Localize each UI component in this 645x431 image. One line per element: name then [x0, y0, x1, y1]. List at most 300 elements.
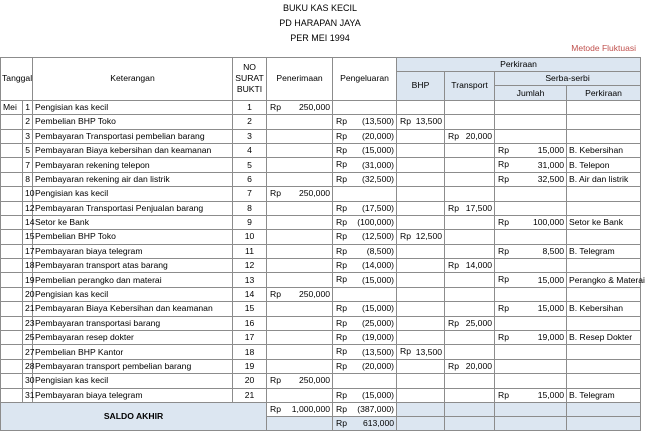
cell-transport[interactable]	[445, 273, 495, 287]
header-bhp[interactable]: BHP	[397, 72, 445, 101]
cell-tanggal[interactable]: 21	[23, 302, 33, 316]
cell-tanggal[interactable]: 17	[23, 244, 33, 258]
cell-bhp[interactable]	[397, 331, 445, 345]
cell-transport[interactable]	[445, 143, 495, 157]
header-keterangan[interactable]: Keterangan	[33, 58, 233, 101]
cell-tanggal[interactable]: 20	[23, 287, 33, 301]
cell-transport[interactable]	[445, 244, 495, 258]
header-transport[interactable]: Transport	[445, 72, 495, 101]
cell-perkiraan[interactable]	[567, 316, 641, 330]
cell-bhp[interactable]	[397, 230, 445, 244]
cell-keterangan[interactable]: Pembayaran Biaya Kebersihan dan keamanan	[33, 302, 233, 316]
cell-bulan[interactable]	[1, 201, 23, 215]
cell-no-bukti[interactable]: 16	[233, 316, 267, 330]
currency-symbol: Rp	[400, 346, 412, 357]
cell-penerimaan[interactable]	[267, 345, 333, 359]
currency-symbol: Rp	[498, 245, 510, 256]
cell-penerimaan[interactable]	[267, 316, 333, 330]
cell-transport[interactable]	[445, 345, 495, 359]
cell-keterangan[interactable]: Pembayaran rekening telepon	[33, 158, 233, 172]
cell-bhp[interactable]	[397, 345, 445, 359]
currency-symbol: Rp	[270, 188, 282, 199]
table-row	[1, 359, 641, 373]
table-row	[1, 215, 641, 229]
currency-symbol: Rp	[336, 317, 348, 328]
currency-symbol: Rp	[498, 216, 510, 227]
cell-transport[interactable]	[445, 388, 495, 402]
cell-jumlah[interactable]	[495, 374, 567, 388]
cell-transport[interactable]	[445, 359, 495, 373]
cell-pengeluaran[interactable]	[333, 388, 397, 402]
saldo-row	[1, 402, 641, 416]
cell-jumlah[interactable]	[495, 259, 567, 273]
cell-penerimaan[interactable]	[267, 158, 333, 172]
currency-symbol: Rp	[336, 360, 348, 371]
cell-bulan[interactable]	[1, 158, 23, 172]
cell-perkiraan[interactable]: Setor ke Bank	[567, 215, 641, 229]
cell-jumlah-value: 8,500	[542, 245, 565, 256]
cell-bulan[interactable]	[1, 273, 23, 287]
currency-symbol: Rp	[336, 116, 348, 127]
cell-pengeluaran[interactable]	[333, 100, 397, 114]
cell-bulan[interactable]	[1, 143, 23, 157]
table-row	[1, 388, 641, 402]
cell-bhp[interactable]	[397, 316, 445, 330]
cell-tanggal[interactable]: 25	[23, 331, 33, 345]
currency-symbol: Rp	[498, 303, 510, 314]
cell-tanggal[interactable]: 3	[23, 129, 33, 143]
cell-perkiraan[interactable]	[567, 187, 641, 201]
table-row	[1, 187, 641, 201]
cell-bhp[interactable]	[397, 187, 445, 201]
total-pengeluaran-cell[interactable]: Rp (387,000)	[333, 402, 397, 416]
cell-bhp[interactable]	[397, 129, 445, 143]
cell-pengeluaran[interactable]	[333, 259, 397, 273]
saldo-label[interactable]: SALDO AKHIR	[1, 402, 267, 430]
cell-bulan[interactable]: Mei	[1, 100, 23, 114]
currency-symbol: Rp	[336, 159, 348, 170]
cell-penerimaan[interactable]	[267, 287, 333, 301]
currency-symbol: Rp	[498, 144, 510, 155]
cell-transport[interactable]	[445, 215, 495, 229]
cell-perkiraan[interactable]	[567, 374, 641, 388]
cell-bhp[interactable]	[397, 287, 445, 301]
cell-jumlah[interactable]	[495, 100, 567, 114]
cell-keterangan[interactable]: Pembelian BHP Toko	[33, 230, 233, 244]
cell-pengeluaran[interactable]	[333, 374, 397, 388]
table-row	[1, 244, 641, 258]
header-perkiraan-sub[interactable]: Perkiraan	[567, 86, 641, 100]
cell-tanggal[interactable]: 23	[23, 316, 33, 330]
table-row	[1, 273, 641, 287]
cell-no-bukti[interactable]: 20	[233, 374, 267, 388]
cell-bhp[interactable]	[397, 388, 445, 402]
cell-pengeluaran[interactable]	[333, 331, 397, 345]
petty-cash-table	[0, 57, 645, 431]
cell-keterangan[interactable]: Pembayaran Transportasi pembelian barang	[33, 129, 233, 143]
currency-symbol: Rp	[336, 303, 348, 314]
cell-jumlah[interactable]	[495, 215, 567, 229]
cell-jumlah[interactable]	[495, 187, 567, 201]
cell-no-bukti[interactable]: 11	[233, 244, 267, 258]
cell-transport[interactable]	[445, 158, 495, 172]
cell-jumlah-value: 15,000	[537, 389, 565, 400]
cell-bhp[interactable]	[397, 115, 445, 129]
cell-bulan[interactable]	[1, 388, 23, 402]
total-penerimaan-cell[interactable]: Rp 1,000,000	[267, 402, 333, 416]
cell-bhp[interactable]	[397, 244, 445, 258]
table-row	[1, 287, 641, 301]
cell-tanggal[interactable]: 30	[23, 374, 33, 388]
cell-tanggal[interactable]: 14	[23, 215, 33, 229]
currency-symbol: Rp	[448, 202, 460, 213]
currency-symbol: Rp	[498, 389, 510, 400]
cell-penerimaan[interactable]	[267, 359, 333, 373]
cell-keterangan[interactable]: Pembayaran transportasi barang	[33, 316, 233, 330]
cell-pengeluaran[interactable]	[333, 302, 397, 316]
cell-bulan[interactable]	[1, 259, 23, 273]
cell-jumlah-value: 31,000	[537, 159, 565, 170]
cell-perkiraan[interactable]: B. Kebersihan	[567, 143, 641, 157]
cell-bhp-value: 13,500	[415, 116, 443, 127]
cell-transport[interactable]	[445, 187, 495, 201]
cell-transport-value: 20,000	[465, 130, 493, 141]
table-row	[1, 129, 641, 143]
cell-no-bukti[interactable]: 17	[233, 331, 267, 345]
total-penerimaan: 1,000,000	[291, 403, 331, 414]
cell-bulan[interactable]	[1, 187, 23, 201]
cell-transport[interactable]	[445, 287, 495, 301]
cell-perkiraan[interactable]	[567, 100, 641, 114]
cell-no-bukti[interactable]: 2	[233, 115, 267, 129]
cell-penerimaan[interactable]	[267, 273, 333, 287]
cell-tanggal[interactable]: 27	[23, 345, 33, 359]
cell-no-bukti[interactable]: 5	[233, 158, 267, 172]
cell-no-bukti[interactable]: 4	[233, 143, 267, 157]
cell-pengeluaran[interactable]	[333, 187, 397, 201]
cell-perkiraan[interactable]: B. Telepon	[567, 158, 641, 172]
report-period: PER MEI 1994	[290, 33, 350, 43]
currency-symbol: Rp	[336, 130, 348, 141]
cell-transport[interactable]	[445, 331, 495, 345]
cell-jumlah[interactable]	[495, 115, 567, 129]
cell-pengeluaran-value: (15,000)	[362, 145, 395, 156]
cell-pengeluaran[interactable]	[333, 172, 397, 186]
cell-bhp[interactable]	[397, 158, 445, 172]
cell-perkiraan[interactable]: B. Air dan listrik	[567, 172, 641, 186]
cell-no-bukti[interactable]: 15	[233, 302, 267, 316]
report-title: BUKU KAS KECIL	[282, 3, 358, 13]
cell-jumlah[interactable]	[495, 345, 567, 359]
cell-perkiraan[interactable]	[567, 359, 641, 373]
cell-pengeluaran-value: (20,000)	[362, 130, 395, 141]
cell-bulan[interactable]	[1, 230, 23, 244]
cell-transport[interactable]	[445, 115, 495, 129]
header-serba-serbi[interactable]: Serba-serbi	[495, 72, 641, 86]
cell-pengeluaran-value: (15,000)	[362, 303, 395, 314]
cell-bulan[interactable]	[1, 215, 23, 229]
cell-keterangan[interactable]: Pembayaran biaya telegram	[33, 388, 233, 402]
cell-penerimaan-value: 250,000	[298, 375, 331, 386]
cell-pengeluaran-value: (17,500)	[362, 202, 395, 213]
table-row	[1, 100, 641, 114]
cell-perkiraan[interactable]	[567, 345, 641, 359]
cell-tanggal[interactable]: 18	[23, 259, 33, 273]
cell-pengeluaran[interactable]	[333, 244, 397, 258]
cell-no-bukti[interactable]: 12	[233, 259, 267, 273]
cell-keterangan[interactable]: Pembayaran Transportasi Penjualan barang	[33, 201, 233, 215]
cell-pengeluaran[interactable]	[333, 201, 397, 215]
cell-keterangan[interactable]: Pembayaran biaya telegram	[33, 244, 233, 258]
cell-pengeluaran-value: (14,000)	[362, 260, 395, 271]
cell-penerimaan[interactable]	[267, 187, 333, 201]
cell-jumlah[interactable]	[495, 201, 567, 215]
cell-transport[interactable]	[445, 100, 495, 114]
cell-jumlah[interactable]	[495, 331, 567, 345]
cell-tanggal[interactable]: 15	[23, 230, 33, 244]
cell-keterangan[interactable]: Pembelian BHP Kantor	[33, 345, 233, 359]
cell-pengeluaran-value: (13,500)	[362, 346, 395, 357]
table-row	[1, 302, 641, 316]
currency-symbol: Rp	[336, 231, 348, 242]
cell-penerimaan[interactable]	[267, 201, 333, 215]
cell-perkiraan[interactable]	[567, 259, 641, 273]
header-penerimaan[interactable]: Penerimaan	[267, 58, 333, 101]
cell-jumlah[interactable]	[495, 143, 567, 157]
cell-tanggal[interactable]: 8	[23, 172, 33, 186]
cell-penerimaan[interactable]	[267, 331, 333, 345]
header-tanggal[interactable]: Tanggal	[1, 58, 33, 101]
header-jumlah[interactable]: Jumlah	[495, 86, 567, 100]
cell-jumlah-value: 15,000	[537, 303, 565, 314]
cell-transport[interactable]	[445, 259, 495, 273]
cell-transport-value: 25,000	[465, 317, 493, 328]
cell-perkiraan[interactable]	[567, 287, 641, 301]
cell-bhp[interactable]	[397, 359, 445, 373]
cell-transport[interactable]	[445, 374, 495, 388]
cell-pengeluaran-value: (15,000)	[362, 389, 395, 400]
cell-bulan[interactable]	[1, 374, 23, 388]
cell-bulan[interactable]	[1, 129, 23, 143]
cell-tanggal[interactable]: 12	[23, 201, 33, 215]
cell-perkiraan[interactable]: Perangko & Materai	[567, 273, 641, 287]
currency-symbol: Rp	[400, 231, 412, 242]
cell-keterangan[interactable]: Pengisian kas kecil	[33, 374, 233, 388]
cell-tanggal[interactable]: 5	[23, 143, 33, 157]
cell-keterangan[interactable]: Pengisian kas kecil	[33, 287, 233, 301]
table-row	[1, 331, 641, 345]
cell-bhp[interactable]	[397, 100, 445, 114]
cell-no-bukti[interactable]: 3	[233, 129, 267, 143]
cell-bhp[interactable]	[397, 273, 445, 287]
cell-perkiraan[interactable]	[567, 201, 641, 215]
cell-bulan[interactable]	[1, 345, 23, 359]
cell-pengeluaran[interactable]	[333, 316, 397, 330]
cell-jumlah[interactable]	[495, 172, 567, 186]
cell-perkiraan[interactable]: B. Telegram	[567, 388, 641, 402]
cell-bhp[interactable]	[397, 143, 445, 157]
cell-jumlah[interactable]	[495, 244, 567, 258]
cell-bhp-value: 12,500	[415, 231, 443, 242]
cell-keterangan[interactable]: Pembelian perangko dan materai	[33, 273, 233, 287]
header-no-bukti[interactable]: NO SURAT BUKTI	[233, 58, 267, 101]
cell-tanggal[interactable]: 19	[23, 273, 33, 287]
currency-symbol: Rp	[448, 130, 460, 141]
cell-keterangan[interactable]: Pembayaran transport atas barang	[33, 259, 233, 273]
company-name: PD HARAPAN JAYA	[279, 18, 361, 28]
currency-symbol: Rp	[336, 216, 348, 227]
cell-pengeluaran[interactable]	[333, 143, 397, 157]
cell-tanggal[interactable]: 7	[23, 158, 33, 172]
cell-pengeluaran[interactable]	[333, 115, 397, 129]
cell-bulan[interactable]	[1, 172, 23, 186]
cell-penerimaan[interactable]	[267, 302, 333, 316]
cell-keterangan[interactable]: Pengisian kas kecil	[33, 100, 233, 114]
currency-symbol: Rp	[336, 202, 348, 213]
cell-no-bukti[interactable]: 21	[233, 388, 267, 402]
cell-jumlah[interactable]	[495, 230, 567, 244]
cell-no-bukti[interactable]: 14	[233, 287, 267, 301]
cell-bhp-value: 13,500	[415, 346, 443, 357]
cell-bulan[interactable]	[1, 244, 23, 258]
cell-perkiraan[interactable]	[567, 129, 641, 143]
cell-transport[interactable]	[445, 230, 495, 244]
cell-jumlah[interactable]	[495, 287, 567, 301]
cell-keterangan[interactable]: Pembelian BHP Toko	[33, 115, 233, 129]
cell-bulan[interactable]	[1, 302, 23, 316]
cell-bulan[interactable]	[1, 359, 23, 373]
currency-symbol: Rp	[270, 288, 282, 299]
cell-jumlah[interactable]	[495, 129, 567, 143]
cell-jumlah[interactable]	[495, 273, 567, 287]
total-pengeluaran: (387,000)	[357, 403, 395, 414]
cell-pengeluaran[interactable]	[333, 230, 397, 244]
cell-pengeluaran[interactable]	[333, 215, 397, 229]
cell-jumlah-value: 19,000	[537, 332, 565, 343]
cell-keterangan[interactable]: Setor ke Bank	[33, 215, 233, 229]
currency-symbol: Rp	[336, 173, 348, 184]
cell-penerimaan[interactable]	[267, 215, 333, 229]
cell-no-bukti[interactable]: 1	[233, 100, 267, 114]
cell-no-bukti[interactable]: 9	[233, 215, 267, 229]
cell-penerimaan[interactable]	[267, 230, 333, 244]
cell-penerimaan[interactable]	[267, 244, 333, 258]
cell-transport-value: 14,000	[465, 260, 493, 271]
cell-no-bukti[interactable]: 18	[233, 345, 267, 359]
cell-tanggal[interactable]: 2	[23, 115, 33, 129]
table-row	[1, 374, 641, 388]
cell-bhp[interactable]	[397, 374, 445, 388]
cell-no-bukti[interactable]: 10	[233, 230, 267, 244]
cell-pengeluaran-value: (32,500)	[362, 173, 395, 184]
cell-pengeluaran[interactable]	[333, 345, 397, 359]
cell-penerimaan[interactable]	[267, 259, 333, 273]
cell-bulan[interactable]	[1, 331, 23, 345]
cell-jumlah[interactable]	[495, 388, 567, 402]
cell-penerimaan[interactable]	[267, 115, 333, 129]
cell-pengeluaran[interactable]	[333, 359, 397, 373]
cell-penerimaan[interactable]	[267, 143, 333, 157]
currency-symbol: Rp	[336, 144, 348, 155]
cell-keterangan[interactable]: Pembayaran transport pembelian barang	[33, 359, 233, 373]
cell-jumlah[interactable]	[495, 316, 567, 330]
cell-jumlah[interactable]	[495, 359, 567, 373]
cell-tanggal[interactable]: 31	[23, 388, 33, 402]
cell-penerimaan[interactable]	[267, 388, 333, 402]
cell-bhp[interactable]	[397, 302, 445, 316]
cell-transport[interactable]	[445, 302, 495, 316]
saldo-akhir-cell[interactable]: Rp 613,000	[333, 416, 397, 430]
cell-perkiraan[interactable]: B. Telegram	[567, 244, 641, 258]
table-row	[1, 230, 641, 244]
table-body	[1, 100, 645, 402]
cell-jumlah[interactable]	[495, 158, 567, 172]
cell-no-bukti[interactable]: 7	[233, 187, 267, 201]
cell-bhp[interactable]	[397, 215, 445, 229]
cell-bhp[interactable]	[397, 172, 445, 186]
cell-perkiraan[interactable]	[567, 115, 641, 129]
cell-pengeluaran[interactable]	[333, 129, 397, 143]
currency-symbol: Rp	[498, 173, 510, 184]
cell-transport[interactable]	[445, 129, 495, 143]
cell-transport[interactable]	[445, 201, 495, 215]
currency-symbol: Rp	[336, 260, 348, 271]
currency-symbol: Rp	[448, 360, 460, 371]
header-pengeluaran[interactable]: Pengeluaran	[333, 58, 397, 101]
cell-bulan[interactable]	[1, 287, 23, 301]
cell-tanggal[interactable]: 10	[23, 187, 33, 201]
cell-no-bukti[interactable]: 19	[233, 359, 267, 373]
cell-no-bukti[interactable]: 13	[233, 273, 267, 287]
cell-keterangan[interactable]: Pembayaran resep dokter	[33, 331, 233, 345]
table-row	[1, 115, 641, 129]
cell-bulan[interactable]	[1, 316, 23, 330]
cell-penerimaan[interactable]	[267, 100, 333, 114]
cell-bulan[interactable]	[1, 115, 23, 129]
cell-perkiraan[interactable]: B. Kebersihan	[567, 302, 641, 316]
cell-bhp[interactable]	[397, 259, 445, 273]
cell-pengeluaran-value: (20,000)	[362, 361, 395, 371]
cell-bhp[interactable]	[397, 201, 445, 215]
cell-perkiraan[interactable]: B. Resep Dokter	[567, 331, 641, 345]
cell-keterangan[interactable]: Pengisian kas kecil	[33, 187, 233, 201]
cell-penerimaan-value: 250,000	[298, 188, 331, 199]
cell-penerimaan[interactable]	[267, 374, 333, 388]
cell-transport[interactable]	[445, 172, 495, 186]
cell-jumlah-value: 15,000	[537, 145, 565, 156]
cell-pengeluaran[interactable]	[333, 158, 397, 172]
cell-no-bukti[interactable]: 6	[233, 172, 267, 186]
cell-transport[interactable]	[445, 316, 495, 330]
cell-pengeluaran-value: (15,000)	[362, 274, 395, 285]
cell-no-bukti[interactable]: 8	[233, 201, 267, 215]
cell-jumlah-value: 15,000	[537, 274, 565, 285]
cell-pengeluaran-value: (13,500)	[362, 116, 395, 127]
cell-pengeluaran[interactable]	[333, 273, 397, 287]
cell-keterangan[interactable]: Pembayaran rekening air dan listrik	[33, 172, 233, 186]
cell-penerimaan[interactable]	[267, 172, 333, 186]
cell-pengeluaran[interactable]	[333, 287, 397, 301]
cell-penerimaan[interactable]	[267, 129, 333, 143]
header-perkiraan[interactable]: Perkiraan	[397, 58, 641, 72]
cell-keterangan[interactable]: Pembayaran Biaya kebersihan dan keamanan	[33, 143, 233, 157]
cell-jumlah[interactable]	[495, 302, 567, 316]
cell-tanggal[interactable]: 1	[23, 100, 33, 114]
cell-tanggal[interactable]: 28	[23, 359, 33, 373]
table-row	[1, 345, 641, 359]
currency-symbol: Rp	[498, 274, 510, 285]
cell-perkiraan[interactable]	[567, 230, 641, 244]
